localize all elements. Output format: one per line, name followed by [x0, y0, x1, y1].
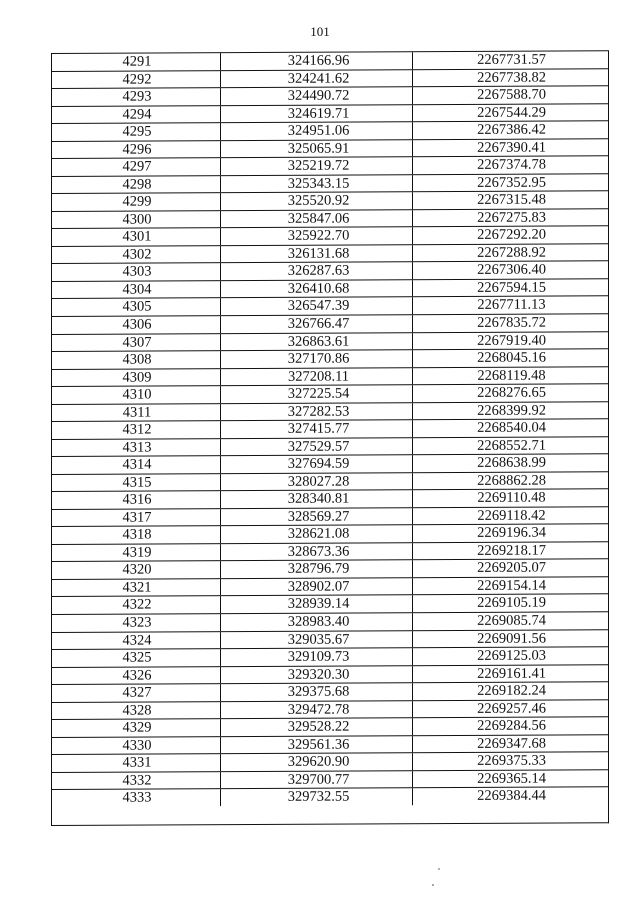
point-number-cell: 4293	[122, 88, 152, 105]
table-row	[52, 261, 608, 281]
point-number-cell: 4308	[122, 351, 152, 368]
y-coordinate-cell: 2269154.14	[412, 577, 606, 594]
table-row	[52, 243, 608, 263]
y-coordinate-cell: 2267352.95	[412, 174, 606, 191]
x-coordinate-cell: 328569.27	[220, 508, 412, 525]
point-number-cell: 4311	[122, 404, 152, 421]
y-coordinate-cell: 2269375.33	[412, 753, 606, 770]
point-number-cell: 4296	[122, 141, 152, 158]
point-number-cell: 4315	[122, 474, 152, 491]
table-row	[52, 646, 608, 666]
point-number-cell: 4294	[122, 106, 152, 123]
x-coordinate-cell: 328983.40	[220, 613, 412, 630]
x-coordinate-cell: 324241.62	[220, 70, 412, 87]
x-coordinate-cell: 327282.53	[220, 403, 412, 420]
x-coordinate-cell: 324166.96	[220, 52, 412, 69]
y-coordinate-cell: 2269284.56	[412, 717, 606, 734]
y-coordinate-cell: 2269125.03	[412, 647, 606, 664]
point-number-cell: 4305	[122, 298, 152, 316]
y-coordinate-cell: 2267315.48	[412, 192, 606, 209]
x-coordinate-cell: 325219.72	[220, 157, 412, 174]
table-row	[52, 787, 608, 807]
table-row	[52, 453, 608, 473]
x-coordinate-cell: 327415.77	[220, 420, 412, 437]
point-number-cell: 4300	[122, 211, 152, 228]
scan-speck	[438, 868, 440, 870]
point-number-cell: 4332	[122, 772, 152, 789]
table-row	[52, 313, 608, 333]
point-number-cell: 4302	[122, 246, 152, 263]
y-coordinate-cell: 2267835.72	[412, 314, 606, 331]
y-coordinate-cell: 2269105.19	[412, 595, 606, 612]
table-row	[52, 594, 608, 614]
point-number-cell: 4295	[122, 123, 152, 140]
y-coordinate-cell: 2267292.20	[412, 227, 606, 244]
point-number-cell: 4309	[122, 369, 152, 386]
table-row	[52, 278, 608, 298]
table-row	[52, 50, 608, 70]
point-number-cell: 4301	[122, 228, 152, 245]
y-coordinate-cell: 2267390.41	[412, 139, 606, 156]
x-coordinate-cell: 329620.90	[220, 753, 412, 770]
y-coordinate-cell: 2268552.71	[412, 437, 606, 454]
table-row	[52, 576, 608, 596]
x-coordinate-cell: 329732.55	[220, 789, 412, 806]
x-coordinate-cell: 326287.63	[220, 263, 412, 280]
y-coordinate-cell: 2268540.04	[412, 419, 606, 436]
point-number-cell: 4328	[122, 702, 152, 719]
x-coordinate-cell: 327170.86	[220, 350, 412, 367]
x-coordinate-cell: 326410.68	[220, 280, 412, 297]
point-number-cell: 4307	[122, 334, 152, 351]
y-coordinate-cell: 2268276.65	[412, 384, 606, 401]
scan-speck	[432, 884, 434, 886]
x-coordinate-cell: 329472.78	[220, 701, 412, 718]
x-coordinate-cell: 329561.36	[220, 736, 412, 753]
y-coordinate-cell: 2267386.42	[412, 121, 606, 138]
y-coordinate-cell: 2267588.70	[412, 86, 606, 103]
table-row	[52, 489, 608, 509]
table-row	[52, 699, 608, 719]
table-row	[52, 629, 608, 649]
table-row	[52, 155, 608, 175]
y-coordinate-cell: 2269205.07	[412, 560, 606, 577]
y-coordinate-cell: 2267919.40	[412, 332, 606, 349]
x-coordinate-cell: 329375.68	[220, 683, 412, 700]
y-coordinate-cell: 2267731.57	[412, 51, 606, 68]
point-number-cell: 4292	[122, 71, 152, 88]
point-number-cell: 4330	[122, 737, 152, 754]
x-coordinate-cell: 327208.11	[220, 368, 412, 385]
table-row	[52, 734, 608, 754]
y-coordinate-cell: 2269085.74	[412, 612, 606, 629]
x-coordinate-cell: 325065.91	[220, 140, 412, 157]
x-coordinate-cell: 329320.30	[220, 666, 412, 683]
y-coordinate-cell: 2267275.83	[412, 209, 606, 226]
y-coordinate-cell: 2269182.24	[412, 682, 606, 699]
point-number-cell: 4326	[122, 667, 152, 684]
page-number: 101	[310, 24, 330, 39]
table-row	[52, 331, 608, 351]
y-coordinate-cell: 2267594.15	[412, 279, 606, 296]
point-number-cell: 4325	[122, 649, 152, 666]
point-number-cell: 4299	[122, 193, 152, 210]
point-number-cell: 4298	[122, 176, 152, 193]
y-coordinate-cell: 2269257.46	[412, 700, 606, 717]
table-row	[52, 173, 608, 193]
point-number-cell: 4324	[122, 632, 152, 649]
x-coordinate-cell: 328796.79	[220, 561, 412, 578]
y-coordinate-cell: 2267306.40	[412, 262, 606, 279]
point-number-cell: 4329	[122, 719, 152, 736]
x-coordinate-cell: 328939.14	[220, 596, 412, 613]
x-coordinate-cell: 325343.15	[220, 175, 412, 192]
x-coordinate-cell: 326863.61	[220, 333, 412, 350]
x-coordinate-cell: 329528.22	[220, 718, 412, 735]
x-coordinate-cell: 324490.72	[220, 87, 412, 104]
y-coordinate-cell: 2269196.34	[412, 525, 606, 542]
point-number-cell: 4331	[122, 754, 152, 771]
x-coordinate-cell: 328621.08	[220, 526, 412, 543]
y-coordinate-cell: 2269347.68	[412, 735, 606, 752]
y-coordinate-cell: 2268638.99	[412, 455, 606, 472]
table-row	[52, 120, 608, 140]
y-coordinate-cell: 2269365.14	[412, 770, 606, 787]
table-row	[52, 296, 608, 316]
point-number-cell: 4318	[122, 526, 152, 543]
table-row	[52, 559, 608, 579]
table-row	[52, 103, 608, 123]
table-row	[52, 769, 608, 789]
x-coordinate-cell: 325847.06	[220, 210, 412, 227]
x-coordinate-cell: 324951.06	[220, 122, 412, 139]
point-number-cell: 4327	[122, 684, 152, 701]
point-number-cell: 4312	[122, 421, 152, 438]
point-number-cell: 4319	[122, 544, 152, 561]
table-row	[52, 208, 608, 228]
x-coordinate-cell: 329700.77	[220, 771, 412, 788]
y-coordinate-cell: 2267738.82	[412, 69, 606, 86]
table-row	[52, 611, 608, 631]
y-coordinate-cell: 2269091.56	[412, 630, 606, 647]
point-number-cell: 4317	[122, 509, 152, 526]
point-number-cell: 4321	[122, 579, 152, 596]
table-row	[52, 366, 608, 386]
x-coordinate-cell: 328027.28	[220, 473, 412, 490]
x-coordinate-cell: 326131.68	[220, 245, 412, 262]
table-row	[52, 541, 608, 561]
coordinates-table	[51, 50, 609, 826]
y-coordinate-cell: 2269110.48	[412, 490, 606, 507]
table-row	[52, 85, 608, 105]
x-coordinate-cell: 328340.81	[220, 491, 412, 508]
table-row	[52, 226, 608, 246]
point-number-cell: 4320	[122, 561, 152, 579]
table-row	[52, 436, 608, 456]
y-coordinate-cell: 2267711.13	[412, 297, 606, 314]
y-coordinate-cell: 2267544.29	[412, 104, 606, 121]
table-row	[52, 681, 608, 701]
table-row	[52, 383, 608, 403]
table-row	[52, 348, 608, 368]
x-coordinate-cell: 326547.39	[220, 298, 412, 315]
x-coordinate-cell: 329035.67	[220, 631, 412, 648]
x-coordinate-cell: 325922.70	[220, 228, 412, 245]
x-coordinate-cell: 326766.47	[220, 315, 412, 332]
table-row	[52, 524, 608, 544]
y-coordinate-cell: 2268045.16	[412, 349, 606, 366]
y-coordinate-cell: 2267288.92	[412, 244, 606, 261]
point-number-cell: 4304	[122, 281, 152, 298]
table-row	[52, 191, 608, 211]
point-number-cell: 4310	[122, 386, 152, 403]
table-row	[52, 418, 608, 438]
table-row	[52, 138, 608, 158]
point-number-cell: 4314	[122, 456, 152, 473]
point-number-cell: 4322	[122, 596, 152, 614]
x-coordinate-cell: 327694.59	[220, 455, 412, 472]
point-number-cell: 4316	[122, 491, 152, 508]
table-row	[52, 664, 608, 684]
table-row	[52, 401, 608, 421]
x-coordinate-cell: 327529.57	[220, 438, 412, 455]
y-coordinate-cell: 2267374.78	[412, 156, 606, 173]
table-row	[52, 471, 608, 491]
point-number-cell: 4291	[122, 53, 152, 70]
x-coordinate-cell: 327225.54	[220, 385, 412, 402]
x-coordinate-cell: 325520.92	[220, 192, 412, 209]
table-row	[52, 716, 608, 736]
table-row	[52, 752, 608, 772]
x-coordinate-cell: 324619.71	[220, 105, 412, 122]
y-coordinate-cell: 2269161.41	[412, 665, 606, 682]
y-coordinate-cell: 2269118.42	[412, 507, 606, 524]
x-coordinate-cell: 328902.07	[220, 578, 412, 595]
y-coordinate-cell: 2268119.48	[412, 367, 606, 384]
x-coordinate-cell: 329109.73	[220, 648, 412, 665]
point-number-cell: 4306	[122, 316, 152, 333]
point-number-cell: 4313	[122, 439, 152, 456]
x-coordinate-cell: 328673.36	[220, 543, 412, 560]
table-row	[52, 506, 608, 526]
y-coordinate-cell: 2269218.17	[412, 542, 606, 559]
point-number-cell: 4297	[122, 158, 152, 175]
y-coordinate-cell: 2268399.92	[412, 402, 606, 419]
y-coordinate-cell: 2269384.44	[412, 788, 606, 805]
point-number-cell: 4303	[122, 263, 152, 281]
point-number-cell: 4323	[122, 614, 152, 631]
y-coordinate-cell: 2268862.28	[412, 472, 606, 489]
point-number-cell: 4333	[122, 789, 152, 806]
table-row	[52, 68, 608, 88]
